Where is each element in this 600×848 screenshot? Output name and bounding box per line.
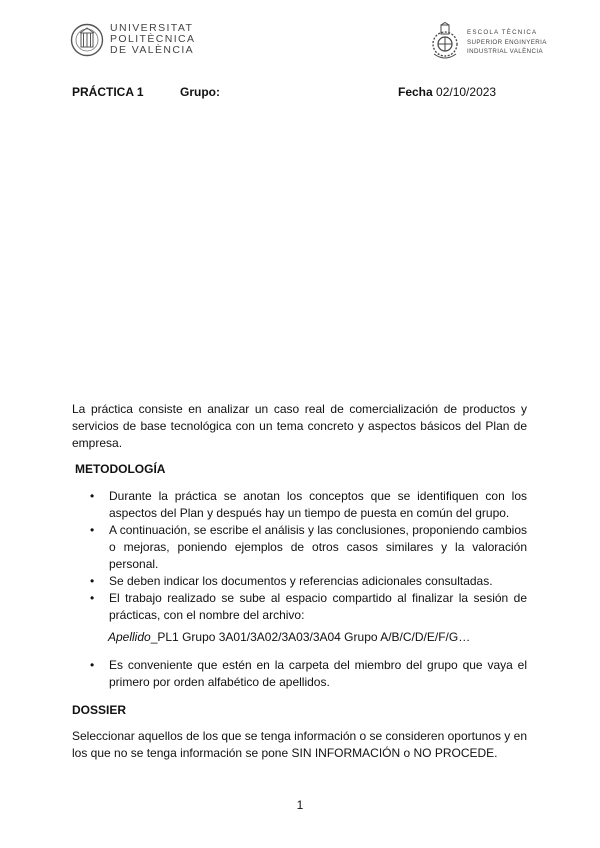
metodologia-title: METODOLOGÍA [75,462,166,476]
etsi-line-3: INDUSTRIAL VALÈNCIA [467,48,544,55]
upv-logo-text [110,23,195,56]
fecha-value: 02/10/2023 [436,85,497,99]
upv-emblem-icon [70,22,104,58]
metodologia-last-block [89,657,527,691]
list-item: • Se deben indicar los documentos y referencias adicionales consultadas. [89,573,527,590]
etsi-logo [428,22,462,67]
intro-block [72,401,527,452]
header-grupo [180,85,220,99]
filename-italic: Apellido [108,630,151,644]
dossier-block [72,728,527,762]
metodologia-list [89,488,527,624]
page-number: 1 [296,798,304,812]
metodologia-list-block [89,488,527,624]
etsi-line-2: SUPERIOR ENGINYERIA [467,38,547,46]
grupo-label: Grupo: [180,85,220,99]
etsi-line-1: ESCOLA TÈCNICA [467,29,538,36]
header-fecha [398,85,496,99]
filename-rest: _PL1 Grupo 3A01/3A02/3A03/3A04 Grupo A/B/C/D/E/F/G… [150,630,471,644]
upv-logo [70,22,104,63]
list-item: • El trabajo realizado se sube al espacio compartido al finalizar la sesión de prácticas, con el nombre del archivo: [89,590,527,624]
metodologia-title-block [75,462,165,476]
dossier-title: DOSSIER [72,703,127,717]
dossier-title-block [72,703,126,717]
upv-line-1: UNIVERSITAT [110,22,194,34]
etsi-logo-text [467,30,547,56]
list-item: • A continuación, se escribe el análisis y las conclusiones, proponiendo cambios o mejoras, poniendo ejemplos de otros casos similares y la valoración personal. [89,522,527,573]
dossier-paragraph: Seleccionar aquellos de los que se tenga información o se consideren oportunos y en los que no se tenga información se pone SIN INFORMACIÓN o NO PROCEDE. [72,729,527,760]
list-item: • Durante la práctica se anotan los conceptos que se identifiquen con los aspectos del Plan y después hay un tiempo de puesta en común del grupo. [89,488,527,522]
metodologia-list-2 [89,657,527,691]
intro-paragraph: La práctica consiste en analizar un caso real de comercialización de productos y servicios de base tecnológica con un tema concreto y aspectos básicos del Plan de empresa. [72,402,527,450]
fecha-label: Fecha [398,85,433,99]
etsi-crest-icon [428,22,462,62]
upv-line-3: DE VALÈNCIA [110,44,195,57]
practica-label: PRÁCTICA 1 [72,85,144,99]
upv-line-2: POLITÈCNICA [110,33,196,46]
list-item: • Es conveniente que estén en la carpeta del miembro del grupo que vaya el primero por orden alfabético de apellidos. [89,657,527,691]
filename-line [108,630,470,644]
header-practica [72,85,144,99]
